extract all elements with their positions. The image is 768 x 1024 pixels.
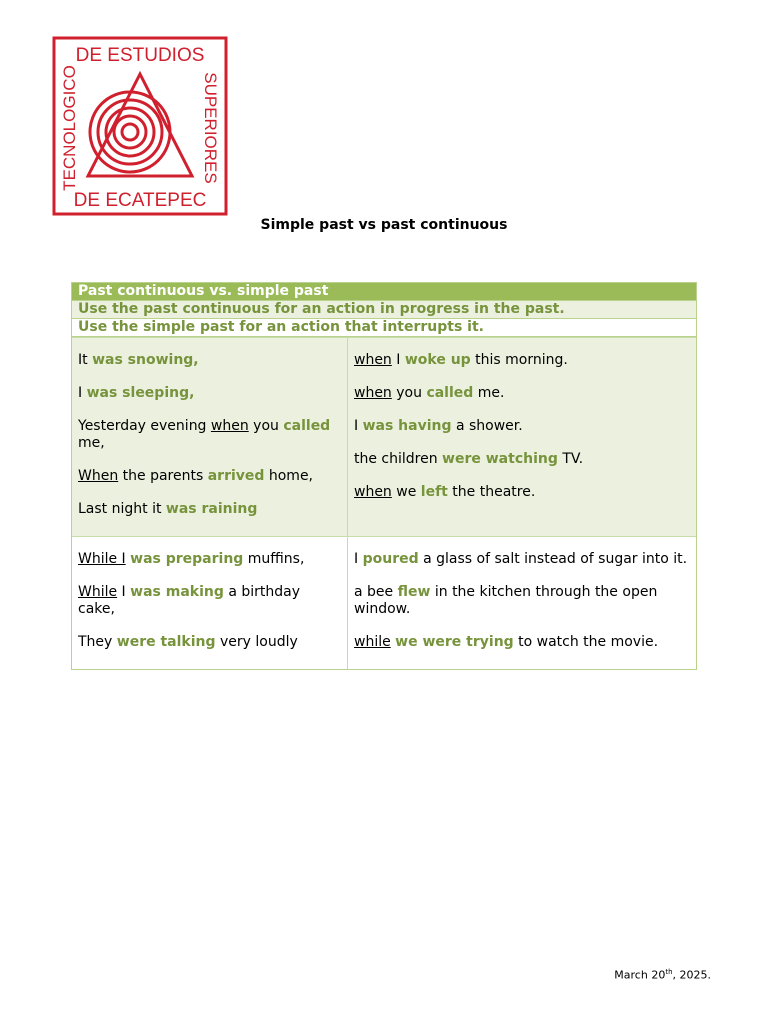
example-sentence <box>354 634 688 651</box>
sentence-text: in the kitchen through the open window. <box>354 584 658 617</box>
sentence-text: Yesterday evening <box>78 418 211 434</box>
example-sentence <box>78 634 341 651</box>
logo-top-text: DE ESTUDIOS <box>75 45 205 66</box>
rule-past-continuous: Use the past continuous for an action in progress in the past. <box>72 301 696 319</box>
time-connector: When <box>78 468 119 484</box>
verb-phrase: was raining <box>165 501 258 517</box>
verb-phrase: left <box>420 484 448 500</box>
example-sentence <box>354 484 688 501</box>
sentence-text: the parents <box>118 468 208 484</box>
sentence-text: you <box>248 418 284 434</box>
verb-phrase: was snowing, <box>92 352 199 368</box>
sentence-text: I <box>354 551 363 567</box>
simple-past-cell <box>348 537 694 669</box>
sentence-text: It <box>78 352 93 368</box>
sentence-text: I <box>117 584 131 600</box>
document-date <box>614 968 711 982</box>
verb-phrase: woke up <box>404 352 471 368</box>
table-row <box>72 337 696 536</box>
example-sentence <box>78 352 341 369</box>
verb-phrase: was making <box>130 584 224 600</box>
time-connector: While I <box>78 551 126 567</box>
sentence-text: this morning. <box>470 352 568 368</box>
verb-phrase: flew <box>397 584 431 600</box>
example-sentence <box>78 385 341 402</box>
sentence-text: home, <box>264 468 314 484</box>
document-title: Simple past vs past continuous <box>260 217 508 233</box>
time-connector: while <box>354 634 391 650</box>
time-connector: when <box>354 385 392 401</box>
date-year: , 2025. <box>672 968 711 982</box>
verb-phrase: , <box>189 385 195 401</box>
example-sentence <box>78 584 341 618</box>
example-sentence <box>354 418 688 435</box>
verb-phrase: called <box>426 385 474 401</box>
time-connector: when <box>354 484 392 500</box>
sentence-text: TV. <box>557 451 584 467</box>
example-sentence <box>78 501 341 518</box>
verb-phrase: were talking <box>116 634 216 650</box>
sentence-text: a bee <box>354 584 398 600</box>
date-day: March 20 <box>614 968 666 982</box>
logo-bottom-text: DE ECATEPEC <box>73 190 207 211</box>
time-connector: when <box>354 352 392 368</box>
past-continuous-cell <box>72 537 348 669</box>
past-continuous-cell <box>72 338 348 536</box>
example-sentence <box>78 551 341 568</box>
example-sentence <box>354 584 688 618</box>
sentence-text: you <box>391 385 427 401</box>
example-sentence <box>354 385 688 402</box>
sentence-text: I <box>354 418 363 434</box>
example-sentence <box>354 352 688 369</box>
rule-simple-past: Use the simple past for an action that interrupts it. <box>72 319 696 337</box>
example-sentence <box>354 451 688 468</box>
time-connector: when <box>210 418 249 434</box>
time-connector: While <box>78 584 118 600</box>
date-suffix: th <box>665 968 673 976</box>
grammar-table <box>71 282 697 670</box>
example-sentence <box>78 468 341 485</box>
sentence-text: a birthday cake, <box>78 584 300 617</box>
example-sentence <box>78 418 341 452</box>
sentence-text: Last night it <box>78 501 166 517</box>
table-header: Past continuous vs. simple past <box>72 283 696 301</box>
sentence-text: me. <box>473 385 505 401</box>
sentence-text: the children <box>354 451 443 467</box>
verb-phrase: was having <box>362 418 452 434</box>
simple-past-cell <box>348 338 694 536</box>
logo-left-text: TECNOLOGICO <box>60 65 79 191</box>
verb-phrase: arrived <box>207 468 265 484</box>
sentence-text: we <box>391 484 421 500</box>
sentence-text: me, <box>78 435 105 451</box>
sentence-text: very loudly <box>215 634 298 650</box>
example-rows <box>72 337 696 669</box>
verb-phrase: were watching <box>442 451 558 467</box>
verb-phrase: was sleeping <box>86 385 190 401</box>
table-row <box>72 536 696 669</box>
verb-phrase: called <box>283 418 331 434</box>
logo-emblem <box>88 74 192 176</box>
sentence-text: They <box>78 634 117 650</box>
sentence-text: a glass of salt instead of sugar into it. <box>418 551 688 567</box>
verb-phrase: we were trying <box>395 634 514 650</box>
example-sentence <box>354 551 688 568</box>
verb-phrase: was preparing <box>130 551 244 567</box>
sentence-text: to watch the movie. <box>513 634 659 650</box>
sentence-text: a shower. <box>451 418 523 434</box>
sentence-text: I <box>78 385 87 401</box>
sentence-text: I <box>391 352 405 368</box>
logo-right-text: SUPERIORES <box>201 72 220 184</box>
verb-phrase: poured <box>362 551 419 567</box>
sentence-text: muffins, <box>243 551 305 567</box>
school-logo <box>52 36 228 216</box>
sentence-text: the theatre. <box>447 484 536 500</box>
